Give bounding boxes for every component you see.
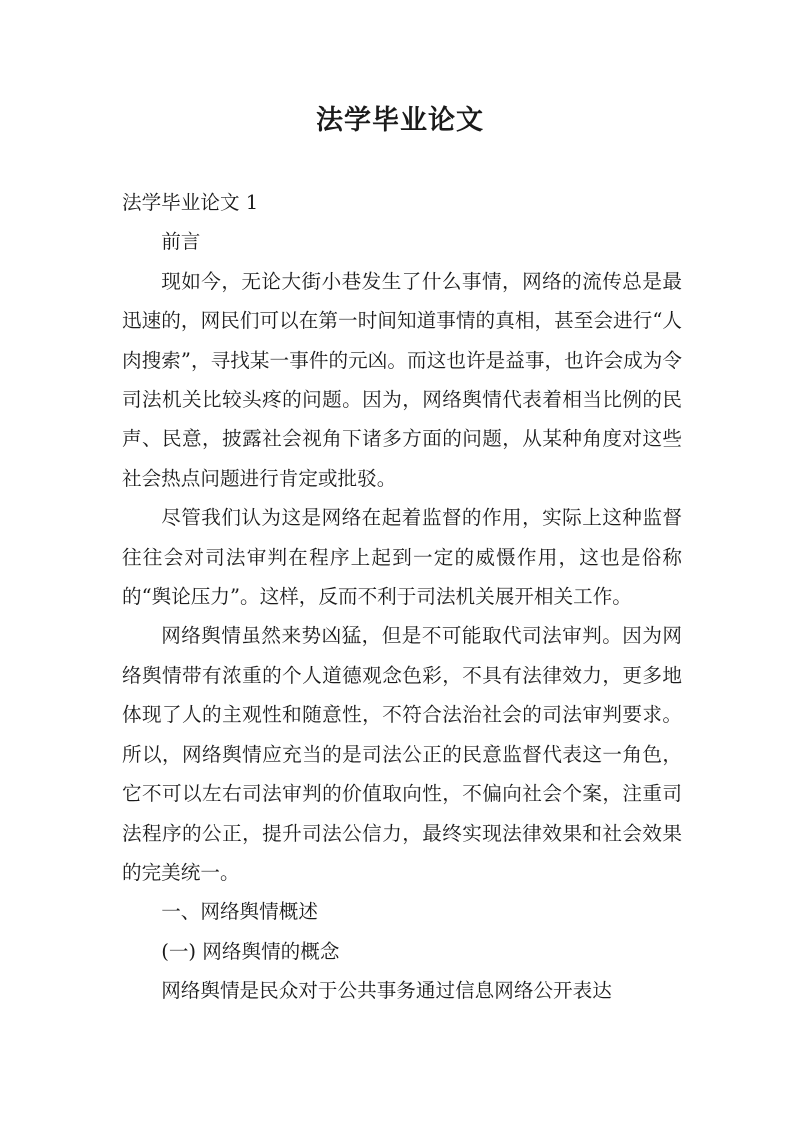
section-title: 法学毕业论文 1	[122, 191, 259, 214]
heading-network-opinion-overview: 一、网络舆情概述	[161, 900, 318, 924]
document-body	[122, 183, 682, 1011]
paragraph-3: 网络舆情虽然来势凶猛，但是不可能取代司法审判。因为网络舆情带有浓重的个人道德观念色彩，不具有法律效力，更多地体现了人的主观性和随意性，不符合法治社会的司法审判要求。所以，网络舆情应充当的是司法公正的民意监督代表这一角色，它不可以左右司法审判的价值取向性，不偏向社会个案，注重司法程序的公正，提升司法公信力，最终实现法律效果和社会效果的完美统一。	[122, 624, 682, 884]
document-title: 法学毕业论文	[316, 105, 484, 136]
heading-network-opinion-concept: (一) 网络舆情的概念	[161, 939, 340, 963]
paragraph-4: 网络舆情是民众对于公共事务通过信息网络公开表达	[161, 979, 612, 1003]
paragraph-2: 尽管我们认为这是网络在起着监督的作用，实际上这种监督往往会对司法审判在程序上起到一定的威慑作用，这也是俗称的“舆论压力”。这样，反而不利于司法机关展开相关工作。	[122, 506, 682, 609]
preface-heading: 前言	[161, 230, 201, 254]
paragraph-1: 现如今，无论大街小巷发生了什么事情，网络的流传总是最迅速的，网民们可以在第一时间知道事情的真相，甚至会进行“人肉搜索”，寻找某一事件的元凶。而这也许是益事，也许会成为令司法机关比较头疼的问题。因为，网络舆情代表着相当比例的民声、民意，披露社会视角下诸多方面的问题，从某种角度对这些社会热点问题进行肯定或批驳。	[122, 269, 682, 490]
